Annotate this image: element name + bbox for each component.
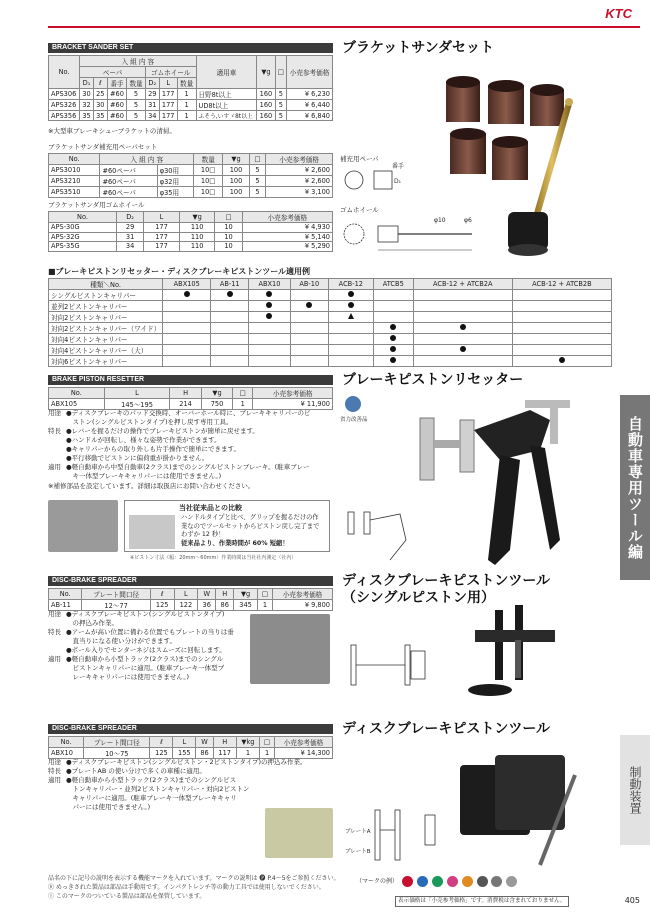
- labor-saving-icon: [345, 396, 361, 412]
- table-row: ABX105 145～195 214 750 1 ¥ 11,900: [49, 399, 333, 410]
- product-title-abx10: ディスクブレーキピストンツール: [342, 721, 551, 737]
- abx10-work-illustration: [265, 808, 333, 858]
- table-row: APS-30G 29 177 110 10 ¥ 4,930: [49, 223, 333, 233]
- th-box: □: [275, 56, 287, 89]
- abx10-description: 用途 ●ディスクブレーキピストン(シングルピストン・2ピストンタイプ)の押込み作業。 特長 ●プレートAB の使い分けで多くの車種に適用。 適用 ●軽自動車から小型トラック(2クラス)までのシングルピス トンキャリパー・並列2ピストンキャリパー・対向2ピストン キャリパーに適用。(駐車ブレーキ一体型ブレーキキャリ パーには使用できません。): [48, 758, 307, 811]
- mark-icon: [447, 876, 458, 887]
- applicable-dot-icon: [390, 346, 396, 352]
- applicable-dot-icon: [559, 357, 565, 363]
- paper-set-caption: ブラケットサンダ補充用ペーパセット: [48, 143, 158, 151]
- plate-a-label: プレートA: [345, 829, 371, 835]
- partial-triangle-icon: [348, 313, 354, 319]
- wheel-diagram: [342, 216, 482, 256]
- th-wheel: ゴムホイール: [145, 67, 196, 78]
- th-grit: 番手: [107, 78, 126, 89]
- svg-text:D₁: D₁: [394, 178, 402, 185]
- rubber-wheel-caption: ブラケットサンダ用ゴムホイール: [48, 201, 145, 209]
- compare-footnote: ※ピストン寸法（幅：20mm～60mm）作業時間は当社社内測定（社内）: [130, 555, 297, 561]
- sleeve-1: [446, 76, 480, 122]
- table-row: 対向2ピストンキャリパー（ワイド）: [49, 323, 612, 334]
- side-tab-brake[interactable]: 制動装置: [620, 735, 650, 845]
- th-g: ▼g: [257, 56, 275, 89]
- table-row: 対向6ピストンキャリパー: [49, 356, 612, 367]
- table-row: APS-32G 31 177 110 10 ¥ 5,140: [49, 232, 333, 242]
- applicable-dot-icon: [348, 291, 354, 297]
- grit-label: 番手: [392, 163, 405, 170]
- mark-icon: [462, 876, 473, 887]
- table-row: APS326 32 30 #60 5 31 177 1 UD8t以上 160 5 ¥ 6,440: [49, 100, 333, 111]
- mark-icon: [506, 876, 517, 887]
- bracket-note: ※大型車ブレーキシューブラケットの清掃。: [48, 127, 176, 135]
- applicable-dot-icon: [227, 291, 233, 297]
- applicable-dot-icon: [266, 313, 272, 319]
- paper-diagram-label: 補充用ペーパ: [340, 155, 379, 163]
- ab11-dimension-diagram: [345, 615, 435, 705]
- footer-notes: 品名の下に記号の説明を表示する機能マークを入れています。マークの説明は 🅟 P.4～5をご参照ください。 Ⓡ めっきされた製品は部品は手動用です。インパクトレンチ等の動力工具では使用しないでください。 Ⓘ このマークのついている製品は部品を保管しています。: [48, 875, 340, 900]
- applicable-dot-icon: [266, 291, 272, 297]
- mark-icon: [477, 876, 488, 887]
- th-no: No.: [49, 56, 80, 89]
- applicable-dot-icon: [390, 357, 396, 363]
- applicable-dot-icon: [460, 346, 466, 352]
- sleeve-3: [530, 84, 564, 126]
- applicable-dot-icon: [348, 302, 354, 308]
- page-number: 405: [624, 896, 640, 905]
- sleeve-2: [488, 80, 524, 124]
- resetter-plates: [420, 418, 474, 480]
- table-row: ABX10 10～75 125 155 86 117 1 1 ¥ 14,300: [49, 748, 333, 759]
- brand-logo: KTC: [605, 6, 632, 21]
- price-note: 表示価格は「小売参考価格」です。消費税は含まれておりません。: [395, 896, 569, 907]
- applicable-dot-icon: [184, 291, 190, 297]
- matrix-title: ■ブレーキピストンリセッター・ディスクブレーキピストンツール適用例: [48, 267, 311, 276]
- application-matrix: 種類＼No. ABX105 AB-11 ABX10 AB-10 ACB-12 ATCB5 ACB-12 + ATCB2A ACB-12 + ATCB2B シングルピストンキャリパー 並列2ピストンキャリパー 対向2ピストンキャリパー 対向2ピストンキャリパー（ワイド） 対向4ピストンキャリパー 対向4ピストンキャリパー（大） 対向6ピストンキャリパー: [48, 278, 612, 367]
- product-title-resetter: ブレーキピストンリセッター: [342, 372, 524, 388]
- table-row: 並列2ピストンキャリパー: [49, 301, 612, 312]
- ab11-work-photo: [250, 614, 330, 684]
- mark-icon: [417, 876, 428, 887]
- th-paper: ペーパ: [80, 67, 146, 78]
- applicable-dot-icon: [266, 302, 272, 308]
- table-row: 対向4ピストンキャリパー: [49, 334, 612, 345]
- sleeve-4: [450, 128, 486, 174]
- compare-box: 当社従来品との比較 ハンドルタイプと比べ、グリップを握るだけの作 業なのでツールセットからピストン戻し完了まで わずか 12 秒！ 従来品より、作業時間が 60% 短縮！: [124, 500, 330, 552]
- resetter-body: [474, 400, 570, 460]
- mark-examples: （マークの例）: [356, 876, 517, 887]
- mark-icon: [432, 876, 443, 887]
- table-row: APS3210 #60ペーパ φ32用 10□ 100 5 ¥ 2,600: [49, 176, 333, 187]
- labor-saving-badge: 省力改善品: [340, 417, 368, 423]
- wheel-diagram-label: ゴムホイール: [340, 206, 379, 214]
- ab11-description: 用途 ●ディスクブレーキピストン(シングルピストンタイプ) の押込み作業。 特長 ●アームが高い位置に備わる位置でもプレートの当りは垂 直当りになる使い分けができます。 ●ボール入りでセンターネジはスムーズに回転します。 適用 ●軽自動車から小型トラック(2クラス)までのシングル ピストンキャリパーに適用。(駐車ブレーキ一体型ブ レーキキャリパーには使用できません。): [48, 610, 234, 681]
- section-bar-abx10: DISC-BRAKE SPREADER: [48, 724, 333, 734]
- plate-b-label: プレートB: [345, 849, 371, 855]
- rubber-wheel: [508, 212, 548, 256]
- table-row: APS-35G 34 177 110 10 ¥ 5,290: [49, 242, 333, 252]
- th-apply: 適用車: [196, 56, 257, 89]
- rubber-wheel-table: No. D₂ L ▼g □ 小売参考価格 APS-30G 29 177 110 10 ¥ 4,930 APS-32G 31 177 110 10 ¥ 5,140 APS-35G 34 177 110 10 ¥ 5,290: [48, 211, 333, 252]
- ab11-photo: [455, 600, 575, 705]
- th-price: 小売参考価格: [287, 56, 333, 89]
- section-bar-resetter: BRAKE PISTON RESETTER: [48, 375, 333, 385]
- product-title-ab11: ディスクブレーキピストンツール: [342, 573, 551, 589]
- sleeve-5: [492, 136, 528, 180]
- table-row: シングルピストンキャリパー: [49, 290, 612, 301]
- header-rule: [48, 26, 640, 28]
- applicable-dot-icon: [390, 335, 396, 341]
- side-tab-automotive[interactable]: 自動車専用ツール編: [620, 395, 650, 580]
- bracket-spec-table: [48, 55, 333, 121]
- th-qty2: 数量: [177, 78, 196, 89]
- resetter-work-photo: [48, 500, 118, 552]
- table-row: APS306 30 25 #60 5 29 177 1 日野8t以上 160 5 ¥ 6,230: [49, 89, 333, 100]
- mark-icon: [402, 876, 413, 887]
- product-subtitle-ab11: （シングルピストン用）: [342, 590, 495, 606]
- section-bar-bracket: BRACKET SANDER SET: [48, 43, 333, 53]
- phi6-label: φ6: [464, 217, 472, 224]
- th-d1: D₁: [80, 78, 94, 89]
- section-bar-ab11: DISC-BRAKE SPREADER: [48, 576, 333, 586]
- mark-icon: [491, 876, 502, 887]
- applicable-dot-icon: [390, 324, 396, 330]
- table-row: APS356 35 35 #60 5 34 177 1 ふそう,いすゞ8t以上 160 5 ¥ 6,840: [49, 111, 333, 121]
- abx10-photo: [455, 745, 590, 870]
- th-d2: D₂: [145, 78, 159, 89]
- applicable-dot-icon: [460, 324, 466, 330]
- th-qty: 数量: [127, 78, 146, 89]
- resetter-grip: [488, 445, 560, 565]
- ab11-spec-table: No. プレート間口径 ℓ L W H ▼g □ 小売参考価格 AB-11 12～77 125 122 36 86 345 1 ¥ 9,800: [48, 588, 333, 611]
- table-row: APS3010 #60ペーパ φ30用 10□ 100 5 ¥ 2,600: [49, 165, 333, 176]
- phi10-label: φ10: [434, 217, 446, 224]
- abx10-spec-table: No. プレート間口径 ℓ L W H ▼kg □ 小売参考価格 ABX10 10～75 125 155 86 117 1 1 ¥ 14,300: [48, 736, 333, 759]
- resetter-photo: [410, 390, 600, 575]
- th-l: ℓ: [93, 78, 107, 89]
- th-contents: 入 組 内 容: [80, 56, 196, 67]
- applicable-dot-icon: [306, 302, 312, 308]
- table-row: AB-11 12～77 125 122 36 86 345 1 ¥ 9,800: [49, 600, 333, 611]
- table-row: 対向4ピストンキャリパー（大）: [49, 345, 612, 356]
- resetter-dimension-diagram: [340, 500, 420, 565]
- conventional-tool-photo: [129, 515, 175, 549]
- paper-set-table: No. 入 組 内 容 数量 ▼g □ 小売参考価格 APS3010 #60ペーパ φ30用 10□ 100 5 ¥ 2,600 APS3210 #60ペーパ φ32用 10□ 100 5 ¥ 2,600 APS3510 #60ペーパ φ35用 10□ 100 5 ¥ 3,100: [48, 153, 333, 198]
- th-L: L: [159, 78, 177, 89]
- resetter-spec-table: No. L H ▼g □ 小売参考価格 ABX105 145～195 214 750 1 ¥ 11,900: [48, 387, 333, 410]
- table-row: 対向2ピストンキャリパー: [49, 312, 612, 323]
- product-title-bracket: ブラケットサンダセット: [342, 40, 495, 56]
- table-row: APS3510 #60ペーパ φ35用 10□ 100 5 ¥ 3,100: [49, 187, 333, 198]
- resetter-use: 用途 ●ディスクブレーキのパッド交換時、オーバーホール時に、ブレーキキャリパーのピ ストン(シングルピストンタイプ)を押し戻す専用工具。 特長 ●レバーを握るだけの操作でブレーキピストンが簡単に戻せます。 ●ハンドルが回転し、様々な姿勢で作業ができます。 ●キャリパーからの取り外しも片手操作で簡単にできます。 ●平行移動でピストンに偏荷重が掛かりません。 適用 ●軽自動車から中型自動車(2クラス)までのシングルピストンブレーキ。(駐車ブレー キ一体型ブレーキキャリパーには使用できません。) ※補修部品を設定しています。詳細は取扱店にお問い合わせください。: [48, 409, 311, 490]
